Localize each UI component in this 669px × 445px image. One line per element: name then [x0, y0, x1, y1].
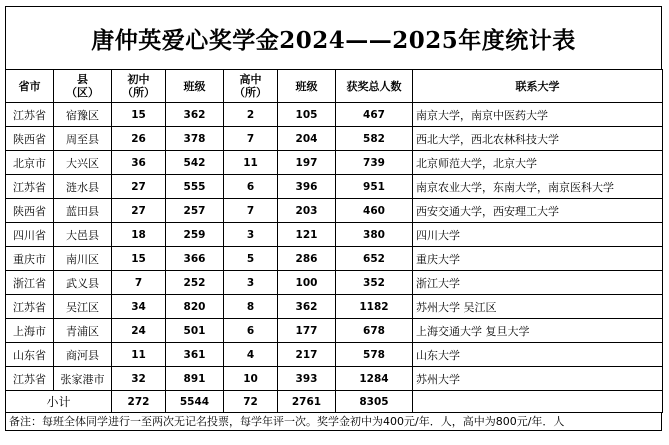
cell-province: 江苏省: [6, 295, 54, 319]
cell-junior-classes: 555: [166, 175, 224, 199]
cell-contact-university: 山东大学: [413, 343, 663, 367]
cell-province: 陕西省: [6, 199, 54, 223]
header-senior-classes: 班级: [278, 70, 336, 103]
table-row: [6, 319, 663, 343]
cell-junior-classes: 362: [166, 103, 224, 127]
cell-county: 武义县: [54, 271, 112, 295]
cell-junior-classes: 542: [166, 151, 224, 175]
cell-senior-classes: 362: [278, 295, 336, 319]
cell-senior-classes: 121: [278, 223, 336, 247]
cell-contact-university: 浙江大学: [413, 271, 663, 295]
cell-senior-schools: 6: [224, 319, 278, 343]
cell-senior-classes: 105: [278, 103, 336, 127]
table-row: [6, 223, 663, 247]
cell-total-awardees: 467: [336, 103, 413, 127]
header-contact-university: 联系大学: [413, 70, 663, 103]
table-row: [6, 175, 663, 199]
cell-junior-classes: 252: [166, 271, 224, 295]
cell-province: 北京市: [6, 151, 54, 175]
table-row: [6, 271, 663, 295]
totals-label: 小计: [6, 391, 112, 413]
cell-contact-university: 南京农业大学，东南大学，南京医科大学: [413, 175, 663, 199]
cell-junior-classes: 378: [166, 127, 224, 151]
cell-senior-schools: 3: [224, 271, 278, 295]
cell-county: 南川区: [54, 247, 112, 271]
table-row: [6, 247, 663, 271]
header-county-line1: 县: [77, 73, 88, 86]
header-junior-line1: 初中: [127, 73, 150, 86]
cell-county: 涟水县: [54, 175, 112, 199]
cell-junior-classes: 361: [166, 343, 224, 367]
cell-county: 蓝田县: [54, 199, 112, 223]
header-county: [54, 70, 112, 103]
cell-senior-classes: 396: [278, 175, 336, 199]
totals-junior-schools: 272: [112, 391, 166, 413]
cell-junior-classes: 820: [166, 295, 224, 319]
cell-county: 周至县: [54, 127, 112, 151]
cell-province: 四川省: [6, 223, 54, 247]
table-row: [6, 127, 663, 151]
cell-junior-schools: 24: [112, 319, 166, 343]
cell-total-awardees: 380: [336, 223, 413, 247]
cell-senior-classes: 393: [278, 367, 336, 391]
cell-total-awardees: 678: [336, 319, 413, 343]
totals-contact-empty: [413, 391, 663, 413]
header-junior-classes: 班级: [166, 70, 224, 103]
remarks-note: 备注：每班全体同学进行一至两次无记名投票，每学年评一次。奖学金初中为400元/年．人，高中为800元/年．人: [5, 413, 662, 431]
cell-senior-schools: 7: [224, 127, 278, 151]
cell-junior-classes: 366: [166, 247, 224, 271]
cell-junior-classes: 501: [166, 319, 224, 343]
cell-contact-university: 南京大学，南京中医药大学: [413, 103, 663, 127]
cell-total-awardees: 352: [336, 271, 413, 295]
totals-senior-schools: 72: [224, 391, 278, 413]
cell-junior-schools: 27: [112, 199, 166, 223]
cell-county: 张家港市: [54, 367, 112, 391]
table-row: [6, 151, 663, 175]
cell-total-awardees: 578: [336, 343, 413, 367]
cell-junior-classes: 259: [166, 223, 224, 247]
cell-province: 陕西省: [6, 127, 54, 151]
cell-senior-classes: 204: [278, 127, 336, 151]
cell-province: 江苏省: [6, 103, 54, 127]
totals-row: [6, 391, 663, 413]
cell-contact-university: 北京师范大学，北京大学: [413, 151, 663, 175]
header-senior-schools: [224, 70, 278, 103]
cell-senior-classes: 286: [278, 247, 336, 271]
header-senior-line2: （所）: [234, 86, 267, 99]
cell-province: 重庆市: [6, 247, 54, 271]
header-province: 省市: [6, 70, 54, 103]
cell-total-awardees: 1284: [336, 367, 413, 391]
table-row: [6, 343, 663, 367]
cell-senior-schools: 11: [224, 151, 278, 175]
sheet-title: 唐仲英爱心奖学金2024——2025年度统计表: [5, 6, 662, 69]
cell-county: 青浦区: [54, 319, 112, 343]
cell-junior-schools: 7: [112, 271, 166, 295]
table-row: [6, 295, 663, 319]
statistics-sheet: [5, 6, 662, 431]
cell-senior-classes: 177: [278, 319, 336, 343]
cell-senior-schools: 5: [224, 247, 278, 271]
cell-province: 山东省: [6, 343, 54, 367]
cell-county: 商河县: [54, 343, 112, 367]
cell-junior-schools: 26: [112, 127, 166, 151]
cell-total-awardees: 582: [336, 127, 413, 151]
cell-total-awardees: 739: [336, 151, 413, 175]
cell-senior-classes: 203: [278, 199, 336, 223]
header-junior-line2: （所）: [122, 86, 155, 99]
cell-junior-classes: 891: [166, 367, 224, 391]
cell-senior-schools: 7: [224, 199, 278, 223]
cell-junior-schools: 27: [112, 175, 166, 199]
cell-total-awardees: 652: [336, 247, 413, 271]
cell-senior-classes: 197: [278, 151, 336, 175]
cell-junior-schools: 15: [112, 247, 166, 271]
cell-province: 浙江省: [6, 271, 54, 295]
cell-junior-schools: 11: [112, 343, 166, 367]
header-senior-line1: 高中: [239, 73, 262, 86]
cell-junior-schools: 36: [112, 151, 166, 175]
cell-province: 江苏省: [6, 367, 54, 391]
cell-junior-classes: 257: [166, 199, 224, 223]
cell-senior-schools: 10: [224, 367, 278, 391]
header-total-awardees: 获奖总人数: [336, 70, 413, 103]
cell-junior-schools: 32: [112, 367, 166, 391]
header-row: [6, 70, 663, 103]
cell-senior-schools: 6: [224, 175, 278, 199]
table-row: [6, 367, 663, 391]
cell-junior-schools: 15: [112, 103, 166, 127]
cell-total-awardees: 460: [336, 199, 413, 223]
cell-senior-schools: 3: [224, 223, 278, 247]
cell-contact-university: 四川大学: [413, 223, 663, 247]
table-body: [6, 103, 663, 413]
cell-senior-schools: 8: [224, 295, 278, 319]
totals-senior-classes: 2761: [278, 391, 336, 413]
cell-county: 宿豫区: [54, 103, 112, 127]
cell-contact-university: 上海交通大学 复旦大学: [413, 319, 663, 343]
table-row: [6, 103, 663, 127]
cell-province: 上海市: [6, 319, 54, 343]
cell-province: 江苏省: [6, 175, 54, 199]
cell-contact-university: 西安交通大学，西安理工大学: [413, 199, 663, 223]
cell-contact-university: 重庆大学: [413, 247, 663, 271]
totals-awardees: 8305: [336, 391, 413, 413]
cell-county: 大兴区: [54, 151, 112, 175]
table-row: [6, 199, 663, 223]
header-junior-schools: [112, 70, 166, 103]
totals-junior-classes: 5544: [166, 391, 224, 413]
cell-contact-university: 苏州大学 吴江区: [413, 295, 663, 319]
cell-contact-university: 西北大学，西北农林科技大学: [413, 127, 663, 151]
cell-junior-schools: 18: [112, 223, 166, 247]
cell-senior-schools: 2: [224, 103, 278, 127]
cell-senior-classes: 217: [278, 343, 336, 367]
cell-senior-classes: 100: [278, 271, 336, 295]
cell-county: 大邑县: [54, 223, 112, 247]
cell-total-awardees: 1182: [336, 295, 413, 319]
cell-total-awardees: 951: [336, 175, 413, 199]
cell-county: 吴江区: [54, 295, 112, 319]
cell-junior-schools: 34: [112, 295, 166, 319]
cell-senior-schools: 4: [224, 343, 278, 367]
statistics-table: [5, 69, 663, 413]
cell-contact-university: 苏州大学: [413, 367, 663, 391]
header-county-line2: （区）: [66, 86, 99, 99]
